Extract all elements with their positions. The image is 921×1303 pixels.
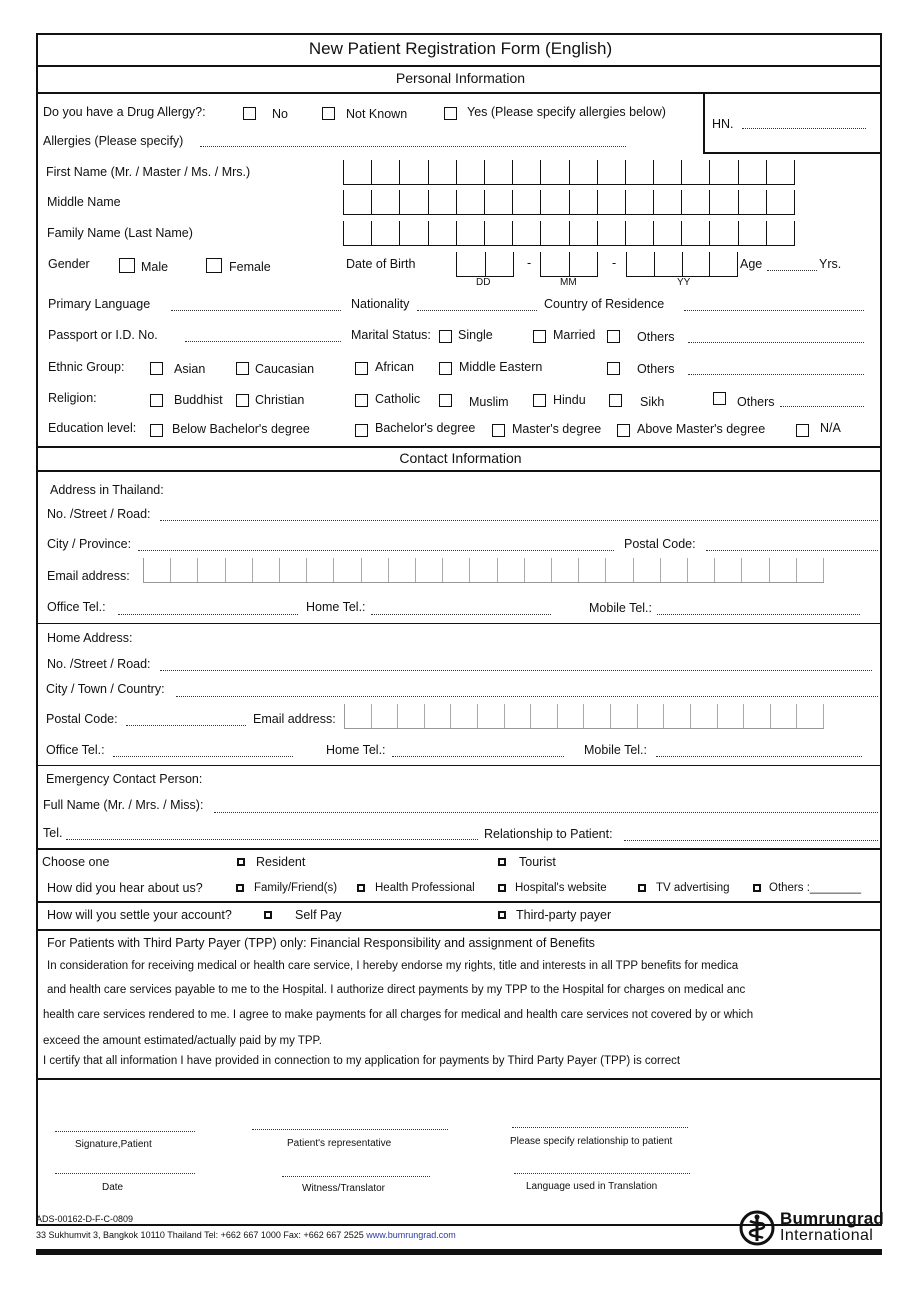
middle-eastern-checkbox[interactable] bbox=[439, 362, 452, 375]
male-checkbox[interactable] bbox=[119, 258, 135, 273]
gender-label: Gender bbox=[48, 257, 90, 271]
relationship-signature-field[interactable] bbox=[512, 1127, 688, 1128]
asian-label: Asian bbox=[174, 362, 206, 376]
ethnic-others-label: Others bbox=[637, 362, 675, 376]
footer-address-text: 33 Sukhumvit 3, Bangkok 10110 Thailand Tel: +662 667 1000 Fax: +662 667 2525 bbox=[36, 1230, 367, 1240]
representative-signature-field[interactable] bbox=[252, 1129, 448, 1130]
dob-label: Date of Birth bbox=[346, 257, 416, 271]
nationality-field[interactable] bbox=[417, 310, 537, 311]
emergency-full-name-field[interactable] bbox=[214, 812, 878, 813]
single-label: Single bbox=[458, 328, 493, 342]
third-party-label: Third-party payer bbox=[516, 908, 612, 922]
tv-advertising-checkbox[interactable] bbox=[638, 884, 646, 892]
relationship-label: Relationship to Patient: bbox=[484, 827, 613, 841]
nationality-label: Nationality bbox=[351, 297, 410, 311]
home-postal-field[interactable] bbox=[126, 725, 246, 726]
married-label: Married bbox=[553, 328, 596, 342]
document-code: ADS-00162-D-F-C-0809 bbox=[36, 1214, 134, 1224]
hospital-website-checkbox[interactable] bbox=[498, 884, 506, 892]
health-professional-checkbox[interactable] bbox=[357, 884, 365, 892]
relationship-field[interactable] bbox=[624, 840, 878, 841]
hospital-website-label: Hospital's website bbox=[515, 882, 607, 894]
above-master-label: Above Master's degree bbox=[637, 422, 766, 436]
yy-label: YY bbox=[677, 277, 691, 288]
dob-separator: - bbox=[612, 256, 617, 270]
tpp-paragraph-line: In consideration for receiving medical or health care service, I hereby endorse my rights, title and interests in all TPP benefits for medica bbox=[47, 960, 739, 972]
marital-others-checkbox[interactable] bbox=[607, 330, 620, 343]
bumrungrad-logo bbox=[738, 1209, 883, 1247]
footer-bar bbox=[36, 1249, 882, 1255]
age-label: Age bbox=[740, 257, 763, 271]
hear-others-label: Others :________ bbox=[769, 882, 862, 894]
drug-allergy-question: Do you have a Drug Allergy?: bbox=[43, 105, 206, 119]
hear-about-label: How did you hear about us? bbox=[47, 881, 203, 895]
christian-checkbox[interactable] bbox=[236, 394, 249, 407]
bumrungrad-emblem-icon bbox=[738, 1209, 776, 1247]
language-field[interactable] bbox=[514, 1173, 690, 1174]
thai-city-field[interactable] bbox=[138, 550, 614, 551]
passport-field[interactable] bbox=[185, 341, 341, 342]
religion-others-field[interactable] bbox=[780, 406, 864, 407]
african-checkbox[interactable] bbox=[355, 362, 368, 375]
relationship-sig-label: Please specify relationship to patient bbox=[510, 1136, 673, 1147]
below-bachelor-checkbox[interactable] bbox=[150, 424, 163, 437]
muslim-checkbox[interactable] bbox=[439, 394, 452, 407]
middle-name-boxes[interactable] bbox=[343, 190, 795, 215]
hear-others-checkbox[interactable] bbox=[753, 884, 761, 892]
below-bachelor-label: Below Bachelor's degree bbox=[172, 422, 310, 436]
ethnic-others-checkbox[interactable] bbox=[607, 362, 620, 375]
female-checkbox[interactable] bbox=[206, 258, 222, 273]
hospital-url-link[interactable]: www.bumrungrad.com bbox=[366, 1230, 456, 1240]
thai-city-label: City / Province: bbox=[47, 537, 132, 551]
tpp-heading: For Patients with Third Party Payer (TPP) only: Financial Responsibility and assignment of Benefits bbox=[47, 936, 595, 950]
resident-checkbox[interactable] bbox=[237, 858, 245, 866]
religion-label: Religion: bbox=[48, 391, 97, 405]
choose-one-label: Choose one bbox=[42, 855, 110, 869]
thai-mobile-tel-label: Mobile Tel.: bbox=[589, 601, 652, 615]
third-party-checkbox[interactable] bbox=[498, 911, 506, 919]
ethnic-others-field[interactable] bbox=[688, 374, 864, 375]
home-address-heading: Home Address: bbox=[47, 631, 133, 645]
dob-year-boxes[interactable] bbox=[626, 252, 738, 277]
female-label: Female bbox=[229, 260, 271, 274]
thai-postal-label: Postal Code: bbox=[624, 537, 696, 551]
caucasian-checkbox[interactable] bbox=[236, 362, 249, 375]
thai-office-tel-label: Office Tel.: bbox=[47, 600, 106, 614]
home-mobile-tel-label: Mobile Tel.: bbox=[584, 743, 647, 757]
age-field[interactable] bbox=[767, 270, 817, 271]
first-name-label: First Name (Mr. / Master / Ms. / Mrs.) bbox=[46, 165, 251, 179]
allergy-not-known-checkbox[interactable] bbox=[322, 107, 335, 120]
master-checkbox[interactable] bbox=[492, 424, 505, 437]
thai-home-tel-field[interactable] bbox=[371, 614, 551, 615]
above-master-checkbox[interactable] bbox=[617, 424, 630, 437]
thai-street-field[interactable] bbox=[160, 520, 878, 521]
home-city-label: City / Town / Country: bbox=[46, 682, 165, 696]
country-residence-field[interactable] bbox=[684, 310, 864, 311]
hn-label: HN. bbox=[712, 117, 734, 131]
middle-eastern-label: Middle Eastern bbox=[459, 360, 543, 374]
home-home-tel-label: Home Tel.: bbox=[326, 743, 386, 757]
allergy-not-known-label: Not Known bbox=[346, 107, 408, 121]
self-pay-checkbox[interactable] bbox=[264, 911, 272, 919]
allergy-yes-checkbox[interactable] bbox=[444, 107, 457, 120]
buddhist-label: Buddhist bbox=[174, 393, 223, 407]
dd-label: DD bbox=[476, 277, 491, 288]
education-na-label: N/A bbox=[820, 421, 841, 435]
catholic-label: Catholic bbox=[375, 392, 421, 406]
mm-label: MM bbox=[560, 277, 577, 288]
dob-day-boxes[interactable] bbox=[456, 252, 514, 277]
first-name-boxes[interactable] bbox=[343, 160, 795, 185]
catholic-checkbox[interactable] bbox=[355, 394, 368, 407]
thai-office-tel-field[interactable] bbox=[118, 614, 298, 615]
date-label: Date bbox=[102, 1182, 124, 1193]
tpp-certify-line: I certify that all information I have provided in connection to my application for payments by Third Party Payer (TPP) is correct bbox=[43, 1055, 681, 1067]
tv-advertising-label: TV advertising bbox=[656, 882, 730, 894]
hn-field[interactable] bbox=[742, 128, 866, 129]
bachelor-label: Bachelor's degree bbox=[375, 421, 476, 435]
tpp-paragraph-line: health care services rendered to me. I agree to make payments for all charges for medical and health care services not covered by or which bbox=[43, 1009, 754, 1021]
address-thailand-heading: Address in Thailand: bbox=[50, 483, 164, 497]
home-postal-label: Postal Code: bbox=[46, 712, 118, 726]
buddhist-checkbox[interactable] bbox=[150, 394, 163, 407]
hindu-checkbox[interactable] bbox=[533, 394, 546, 407]
tourist-checkbox[interactable] bbox=[498, 858, 506, 866]
primary-language-field[interactable] bbox=[171, 310, 341, 311]
language-label: Language used in Translation bbox=[526, 1181, 658, 1192]
settle-account-label: How will you settle your account? bbox=[47, 908, 232, 922]
home-city-field[interactable] bbox=[176, 696, 878, 697]
primary-language-label: Primary Language bbox=[48, 297, 151, 311]
sikh-label: Sikh bbox=[640, 395, 665, 409]
section-personal-information: Personal Information bbox=[395, 70, 526, 86]
tourist-label: Tourist bbox=[519, 855, 556, 869]
thai-email-label: Email address: bbox=[47, 569, 130, 583]
asian-checkbox[interactable] bbox=[150, 362, 163, 375]
marital-status-label: Marital Status: bbox=[351, 328, 431, 342]
home-street-field[interactable] bbox=[160, 670, 872, 671]
witness-label: Witness/Translator bbox=[302, 1183, 385, 1194]
passport-label: Passport or I.D. No. bbox=[48, 328, 158, 342]
logo-text-international: International bbox=[780, 1227, 874, 1244]
resident-label: Resident bbox=[256, 855, 306, 869]
master-label: Master's degree bbox=[512, 422, 602, 436]
emergency-contact-heading: Emergency Contact Person: bbox=[46, 772, 203, 786]
bachelor-checkbox[interactable] bbox=[355, 424, 368, 437]
thai-street-label: No. /Street / Road: bbox=[47, 507, 151, 521]
allergy-no-checkbox[interactable] bbox=[243, 107, 256, 120]
christian-label: Christian bbox=[255, 393, 305, 407]
tpp-paragraph-line: exceed the amount estimated/actually paid by my TPP. bbox=[43, 1035, 322, 1047]
home-home-tel-field[interactable] bbox=[392, 756, 564, 757]
home-office-tel-field[interactable] bbox=[113, 756, 293, 757]
home-mobile-tel-field[interactable] bbox=[656, 756, 862, 757]
home-office-tel-label: Office Tel.: bbox=[46, 743, 105, 757]
muslim-label: Muslim bbox=[469, 395, 509, 409]
allergy-yes-label: Yes (Please specify allergies below) bbox=[467, 105, 666, 119]
allergy-no-label: No bbox=[272, 107, 288, 121]
african-label: African bbox=[375, 360, 414, 374]
male-label: Male bbox=[141, 260, 169, 274]
thai-mobile-tel-field[interactable] bbox=[657, 614, 860, 615]
thai-home-tel-label: Home Tel.: bbox=[306, 600, 366, 614]
emergency-tel-field[interactable] bbox=[66, 839, 478, 840]
single-checkbox[interactable] bbox=[439, 330, 452, 343]
middle-name-label: Middle Name bbox=[47, 195, 121, 209]
religion-others-checkbox[interactable] bbox=[713, 392, 726, 405]
home-email-label: Email address: bbox=[253, 712, 336, 726]
witness-field[interactable] bbox=[282, 1176, 430, 1177]
representative-label: Patient's representative bbox=[287, 1138, 392, 1149]
thai-email-boxes[interactable] bbox=[143, 558, 824, 583]
emergency-full-name-label: Full Name (Mr. / Mrs. / Miss): bbox=[43, 798, 204, 812]
allergies-field[interactable] bbox=[200, 146, 626, 147]
marital-others-label: Others bbox=[637, 330, 675, 344]
family-friends-checkbox[interactable] bbox=[236, 884, 244, 892]
tpp-paragraph-line: and health care services payable to me to the Hospital. I authorize direct payments by my TPP to the Hospital for charges on medical anc bbox=[47, 984, 746, 996]
religion-others-label: Others bbox=[737, 395, 775, 409]
family-name-label: Family Name (Last Name) bbox=[47, 226, 193, 240]
footer-address bbox=[36, 1230, 456, 1240]
dob-month-boxes[interactable] bbox=[540, 252, 598, 277]
form-title: New Patient Registration Form (English) bbox=[308, 39, 613, 58]
section-contact-information: Contact Information bbox=[399, 450, 522, 466]
married-checkbox[interactable] bbox=[533, 330, 546, 343]
sikh-checkbox[interactable] bbox=[609, 394, 622, 407]
country-residence-label: Country of Residence bbox=[544, 297, 665, 311]
yrs-label: Yrs. bbox=[819, 257, 842, 271]
family-name-boxes[interactable] bbox=[343, 221, 795, 246]
ethnic-group-label: Ethnic Group: bbox=[48, 360, 125, 374]
health-professional-label: Health Professional bbox=[375, 882, 475, 894]
patient-signature-field[interactable] bbox=[55, 1131, 195, 1132]
self-pay-label: Self Pay bbox=[295, 908, 342, 922]
date-field[interactable] bbox=[55, 1173, 195, 1174]
marital-others-field[interactable] bbox=[688, 342, 864, 343]
patient-signature-label: Signature,Patient bbox=[75, 1139, 152, 1150]
home-email-boxes[interactable] bbox=[344, 704, 824, 729]
education-na-checkbox[interactable] bbox=[796, 424, 809, 437]
family-friends-label: Family/Friend(s) bbox=[254, 882, 338, 894]
caucasian-label: Caucasian bbox=[255, 362, 315, 376]
home-street-label: No. /Street / Road: bbox=[47, 657, 151, 671]
thai-postal-field[interactable] bbox=[706, 550, 878, 551]
education-level-label: Education level: bbox=[48, 421, 137, 435]
hindu-label: Hindu bbox=[553, 393, 586, 407]
emergency-tel-label: Tel. bbox=[43, 826, 63, 840]
allergies-specify-label: Allergies (Please specify) bbox=[43, 134, 184, 148]
dob-separator: - bbox=[527, 256, 532, 270]
logo-text-bumrungrad: Bumrungrad bbox=[780, 1209, 884, 1228]
